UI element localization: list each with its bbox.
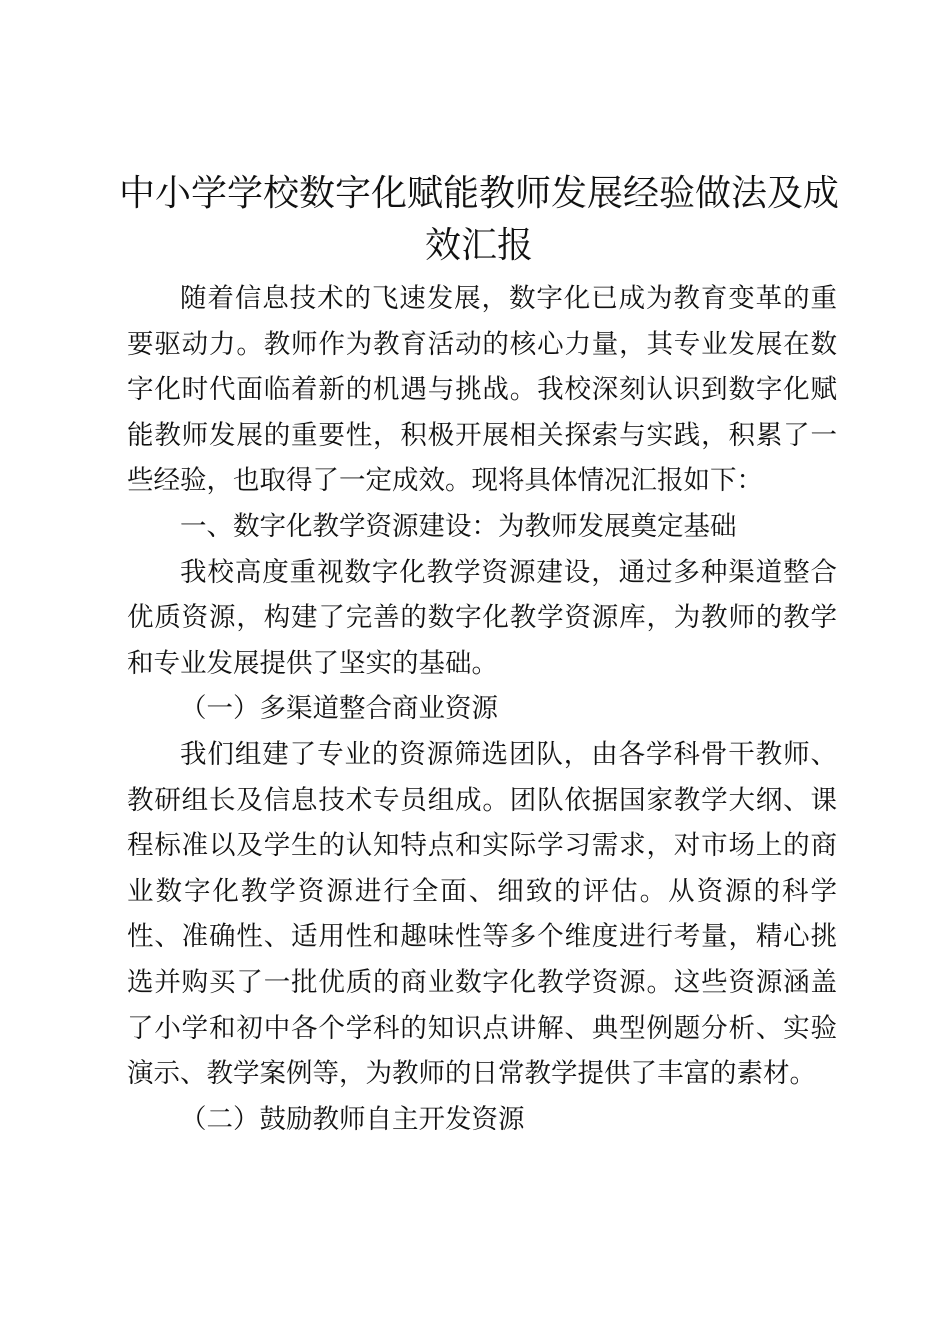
subsection-1-paragraph: 我们组建了专业的资源筛选团队，由各学科骨干教师、教研组长及信息技术专员组成。团队依据国家教学大纲、课程标准以及学生的认知特点和实际学习需求，对市场上的商业数字化教学资源进行全面、细致的评估。从资源的科学性、准确性、适用性和趣味性等多个维度进行考量，精心挑选并购买了一批优质的商业数字化教学资源。这些资源涵盖了小学和初中各个学科的知识点讲解、典型例题分析、实验演示、教学案例等，为教师的日常教学提供了丰富的素材。 — [127, 738, 837, 1090]
section-heading-1: 一、数字化教学资源建设：为教师发展奠定基础 — [180, 510, 737, 542]
section-1-paragraph: 我校高度重视数字化教学资源建设，通过多种渠道整合优质资源，构建了完善的数字化教学资源库，为教师的教学和专业发展提供了坚实的基础。 — [127, 556, 837, 679]
subsection-heading-1: （一）多渠道整合商业资源 — [180, 693, 498, 725]
document-body — [127, 276, 837, 1142]
subsection-heading-2: （二）鼓励教师自主开发资源 — [180, 1103, 525, 1135]
intro-paragraph: 随着信息技术的飞速发展，数字化已成为教育变革的重要驱动力。教师作为教育活动的核心力量，其专业发展在数字化时代面临着新的机遇与挑战。我校深刻认识到数字化赋能教师发展的重要性，积极开展相关探索与实践，积累了一些经验，也取得了一定成效。现将具体情况汇报如下： — [127, 283, 837, 497]
document-title: 中小学学校数字化赋能教师发展经验做法及成效汇报 — [118, 173, 839, 266]
